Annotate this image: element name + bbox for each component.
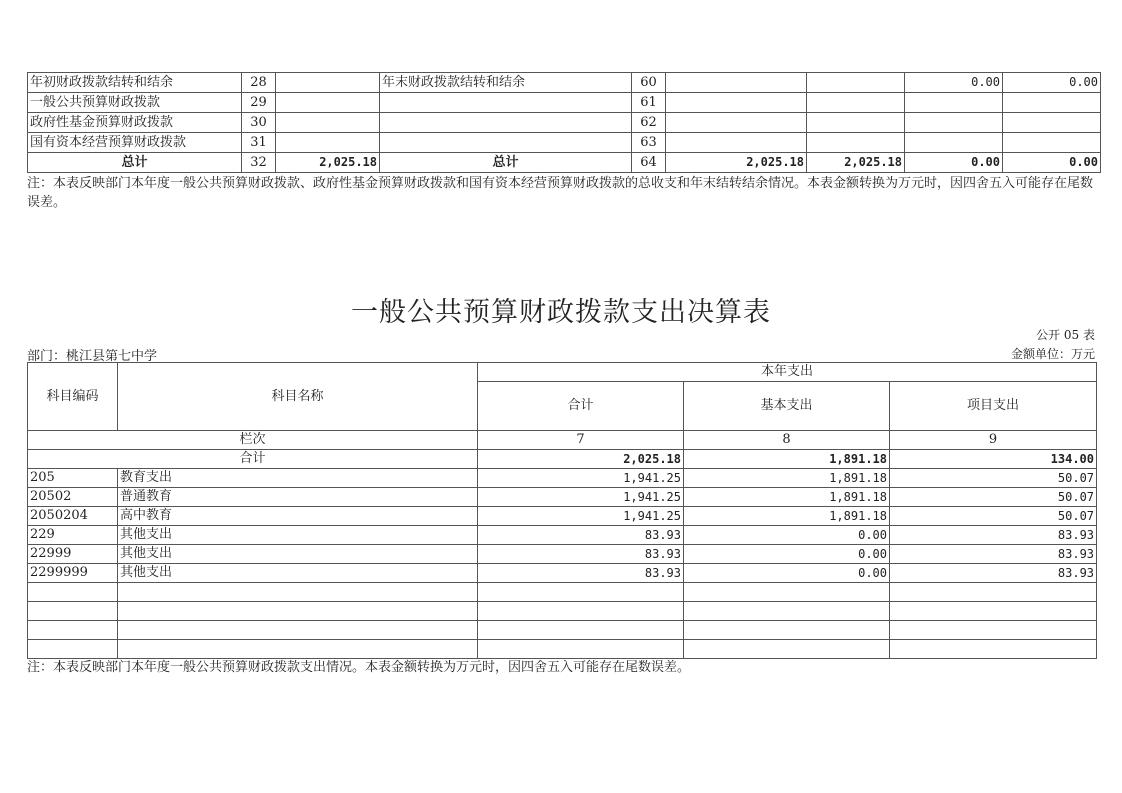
header-code: 科目编码 bbox=[28, 363, 118, 431]
left-line-no: 30 bbox=[242, 113, 276, 133]
basic-value: 1,891.18 bbox=[684, 469, 890, 488]
empty-cell bbox=[118, 583, 478, 602]
table-row bbox=[28, 488, 1097, 507]
total-value: 1,941.25 bbox=[478, 507, 684, 526]
header-basic: 基本支出 bbox=[684, 382, 890, 431]
right-value-4 bbox=[1003, 113, 1101, 133]
expenditure-table bbox=[27, 362, 1097, 659]
right-value-1 bbox=[666, 133, 807, 153]
right-label bbox=[380, 113, 632, 133]
right-value-3: 0.00 bbox=[905, 73, 1003, 93]
subject-code: 229 bbox=[28, 526, 118, 545]
empty-cell bbox=[118, 602, 478, 621]
sum-label: 合计 bbox=[28, 450, 478, 469]
right-line-no: 64 bbox=[632, 153, 666, 173]
unit-label: 金额单位：万元 bbox=[1010, 347, 1095, 361]
empty-cell bbox=[684, 640, 890, 659]
department-label: 部门：桃江县第七中学 bbox=[27, 349, 158, 364]
total-value: 83.93 bbox=[478, 526, 684, 545]
left-line-no: 29 bbox=[242, 93, 276, 113]
empty-row bbox=[28, 640, 1097, 659]
right-value-2 bbox=[807, 93, 905, 113]
empty-cell bbox=[118, 621, 478, 640]
subject-name: 其他支出 bbox=[118, 526, 478, 545]
right-line-no: 60 bbox=[632, 73, 666, 93]
right-value-2 bbox=[807, 133, 905, 153]
basic-value: 0.00 bbox=[684, 526, 890, 545]
subject-name: 高中教育 bbox=[118, 507, 478, 526]
subject-name: 普通教育 bbox=[118, 488, 478, 507]
header-total: 合计 bbox=[478, 382, 684, 431]
total-row bbox=[28, 153, 1101, 173]
subject-name: 其他支出 bbox=[118, 564, 478, 583]
column-number-7: 7 bbox=[478, 431, 684, 450]
empty-cell bbox=[890, 640, 1097, 659]
left-value bbox=[276, 73, 380, 93]
total-value: 83.93 bbox=[478, 564, 684, 583]
empty-cell bbox=[478, 583, 684, 602]
table-row bbox=[28, 526, 1097, 545]
total-value: 1,941.25 bbox=[478, 488, 684, 507]
table-row bbox=[28, 469, 1097, 488]
empty-cell bbox=[478, 640, 684, 659]
right-value-2 bbox=[807, 113, 905, 133]
right-line-no: 62 bbox=[632, 113, 666, 133]
right-label: 年末财政拨款结转和结余 bbox=[380, 73, 632, 93]
project-value: 50.07 bbox=[890, 507, 1097, 526]
table-row bbox=[28, 113, 1101, 133]
left-value: 2,025.18 bbox=[276, 153, 380, 173]
sum-basic: 1,891.18 bbox=[684, 450, 890, 469]
right-label: 总计 bbox=[380, 153, 632, 173]
empty-cell bbox=[478, 621, 684, 640]
column-number-label: 栏次 bbox=[28, 431, 478, 450]
right-value-1: 2,025.18 bbox=[666, 153, 807, 173]
right-value-4 bbox=[1003, 133, 1101, 153]
empty-cell bbox=[28, 602, 118, 621]
column-number-8: 8 bbox=[684, 431, 890, 450]
table-row bbox=[28, 133, 1101, 153]
table-row bbox=[28, 73, 1101, 93]
right-value-3 bbox=[905, 93, 1003, 113]
form-number: 公开 05 表 bbox=[1036, 328, 1095, 342]
header-name: 科目名称 bbox=[118, 363, 478, 431]
subject-code: 20502 bbox=[28, 488, 118, 507]
empty-cell bbox=[28, 640, 118, 659]
table-row bbox=[28, 93, 1101, 113]
left-value bbox=[276, 113, 380, 133]
empty-row bbox=[28, 583, 1097, 602]
empty-row bbox=[28, 602, 1097, 621]
project-value: 50.07 bbox=[890, 488, 1097, 507]
right-value-2 bbox=[807, 73, 905, 93]
right-line-no: 63 bbox=[632, 133, 666, 153]
right-value-3: 0.00 bbox=[905, 153, 1003, 173]
subject-name: 其他支出 bbox=[118, 545, 478, 564]
right-label bbox=[380, 93, 632, 113]
table-row bbox=[28, 507, 1097, 526]
right-label bbox=[380, 133, 632, 153]
table-row bbox=[28, 545, 1097, 564]
sum-total: 2,025.18 bbox=[478, 450, 684, 469]
empty-cell bbox=[28, 621, 118, 640]
subject-code: 205 bbox=[28, 469, 118, 488]
right-value-4: 0.00 bbox=[1003, 153, 1101, 173]
right-value-4: 0.00 bbox=[1003, 73, 1101, 93]
left-label: 国有资本经营预算财政拨款 bbox=[28, 133, 242, 153]
subject-code: 22999 bbox=[28, 545, 118, 564]
right-value-1 bbox=[666, 93, 807, 113]
sum-project: 134.00 bbox=[890, 450, 1097, 469]
right-value-3 bbox=[905, 113, 1003, 133]
left-line-no: 32 bbox=[242, 153, 276, 173]
right-value-1 bbox=[666, 113, 807, 133]
sum-row bbox=[28, 450, 1097, 469]
left-line-no: 31 bbox=[242, 133, 276, 153]
left-label: 总计 bbox=[28, 153, 242, 173]
total-value: 1,941.25 bbox=[478, 469, 684, 488]
right-value-2: 2,025.18 bbox=[807, 153, 905, 173]
empty-cell bbox=[478, 602, 684, 621]
empty-row bbox=[28, 621, 1097, 640]
left-label: 政府性基金预算财政拨款 bbox=[28, 113, 242, 133]
left-value bbox=[276, 93, 380, 113]
left-line-no: 28 bbox=[242, 73, 276, 93]
project-value: 83.93 bbox=[890, 564, 1097, 583]
empty-cell bbox=[684, 583, 890, 602]
page-title: 一般公共预算财政拨款支出决算表 bbox=[351, 297, 771, 328]
total-value: 83.93 bbox=[478, 545, 684, 564]
right-value-4 bbox=[1003, 93, 1101, 113]
basic-value: 1,891.18 bbox=[684, 507, 890, 526]
column-number-9: 9 bbox=[890, 431, 1097, 450]
subject-code: 2050204 bbox=[28, 507, 118, 526]
empty-cell bbox=[28, 583, 118, 602]
empty-cell bbox=[890, 621, 1097, 640]
right-value-3 bbox=[905, 133, 1003, 153]
note-carryover: 注：本表反映部门本年度一般公共预算财政拨款、政府性基金预算财政拨款和国有资本经营预算财政拨款的总收支和年末结转结余情况。本表金额转换为万元时，因四舍五入可能存在尾数误差。 bbox=[27, 176, 1094, 210]
left-value bbox=[276, 133, 380, 153]
empty-cell bbox=[890, 583, 1097, 602]
header-project: 项目支出 bbox=[890, 382, 1097, 431]
basic-value: 0.00 bbox=[684, 545, 890, 564]
table-row bbox=[28, 564, 1097, 583]
empty-cell bbox=[890, 602, 1097, 621]
empty-cell bbox=[684, 621, 890, 640]
left-label: 一般公共预算财政拨款 bbox=[28, 93, 242, 113]
project-value: 50.07 bbox=[890, 469, 1097, 488]
project-value: 83.93 bbox=[890, 526, 1097, 545]
empty-cell bbox=[118, 640, 478, 659]
right-value-1 bbox=[666, 73, 807, 93]
subject-code: 2299999 bbox=[28, 564, 118, 583]
basic-value: 0.00 bbox=[684, 564, 890, 583]
subject-name: 教育支出 bbox=[118, 469, 478, 488]
empty-cell bbox=[684, 602, 890, 621]
carryover-table bbox=[27, 72, 1101, 173]
project-value: 83.93 bbox=[890, 545, 1097, 564]
note-expenditure: 注：本表反映部门本年度一般公共预算财政拨款支出情况。本表金额转换为万元时，因四舍五入可能存在尾数误差。 bbox=[27, 660, 691, 675]
header-year-expense: 本年支出 bbox=[478, 363, 1097, 382]
right-line-no: 61 bbox=[632, 93, 666, 113]
left-label: 年初财政拨款结转和结余 bbox=[28, 73, 242, 93]
basic-value: 1,891.18 bbox=[684, 488, 890, 507]
